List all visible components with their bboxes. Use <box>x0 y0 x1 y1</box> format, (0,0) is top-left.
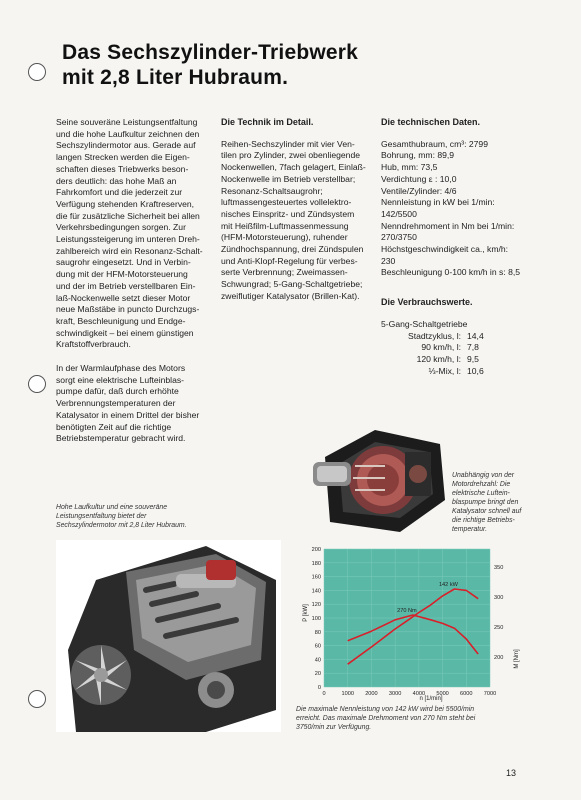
chart-x-axis-label: n [1/min] <box>419 696 443 702</box>
chart-left-tick-label: 0 <box>317 685 321 691</box>
technik-body: Reihen-Sechszylinder mit vier Ven- tilen pro Zylinder, zwei obenliegende Nockenwellen, 7fach gelagert, Einlaß- Nockenwelle im Betrieb verstellbar; Resonanz-Schaltsaugrohr; luftmassengesteuertes vollelektro- nisches Einspritz- und Zündsystem mit Heißfilm-Luftmassenmessung (HFM-Motorsteuerung), ruhender Zündhochspannung, drei Zündspulen und Anti-Klopf-Regelung für verbes- serte Verbrennung; Zweimassen- Schwungrad; 5-Gang-Schaltgetriebe; zweiflutiger Katalysator (Brillen-Kat). <box>221 138 366 301</box>
chart-x-tick-label: 5000 <box>436 691 449 697</box>
consumption-row <box>381 354 541 366</box>
binder-hole-bottom <box>28 690 46 708</box>
chart-x-tick-label: 7000 <box>483 691 497 697</box>
chart-left-tick-label: 20 <box>314 671 321 678</box>
chart-caption: Die maximale Nennleistung von 142 kW wird bei 5500/min erreicht. Das maximale Drehmoment von 270 Nm steht bei 3750/min zur Verfügung. <box>296 706 476 731</box>
power-torque-chart <box>296 541 527 702</box>
binder-hole-top <box>28 63 46 81</box>
consumption-value: 10,6 <box>467 365 484 376</box>
specs-body: Gesamthubraum, cm³: 2799 Bohrung, mm: 89,9 Hub, mm: 73,5 Verdichtung ε : 10,0 Ventile/Zylinder: 4/6 Nennleistung in kW bei 1/min: 142/5500 Nenndrehmoment in Nm bei 1/min: 270/3750 Höchstgeschwindigkeit ca., km/h: 230 Beschleunigung 0-100 km/h in s: 8,5 <box>381 138 521 278</box>
chart-right-tick-label: 300 <box>494 595 504 601</box>
consumption-label: 90 km/h, l: <box>421 342 461 353</box>
binder-hole-middle <box>28 375 46 393</box>
chart-right-tick-label: 350 <box>494 565 504 571</box>
chart-left-tick-label: 100 <box>311 616 321 622</box>
consumption-table <box>381 331 541 378</box>
chart-x-tick-label: 2000 <box>365 691 378 697</box>
page-number: 13 <box>506 768 517 778</box>
chart-power-label: 142 kW <box>438 582 458 589</box>
technik-heading: Die Technik im Detail. <box>221 117 314 127</box>
specs-column <box>381 117 541 377</box>
chart-left-tick-label: 120 <box>311 602 321 609</box>
chart-torque-label: 270 Nm <box>397 608 417 614</box>
consumption-value: 14,4 <box>467 330 484 341</box>
consumption-value: 7,8 <box>467 342 479 353</box>
engine-photo <box>56 540 281 732</box>
consumption-row <box>381 366 541 378</box>
chart-right-axis-label: M [Nm] <box>514 649 520 669</box>
chart-x-tick-label: 3000 <box>388 691 402 697</box>
chart-left-axis-label: P [kW] <box>303 604 309 622</box>
engine-caption: Hohe Laufkultur und eine souveräne Leistungsentfaltung bietet der Sechszylindermotor mit 2,8 Liter Hubraum. <box>56 504 187 529</box>
chart-left-tick-label: 140 <box>311 588 321 595</box>
consumption-label: 120 km/h, l: <box>416 353 461 364</box>
chart-x-tick-label: 1000 <box>341 691 354 697</box>
chart-x-tick-label: 0 <box>322 691 326 697</box>
chart-x-tick-label: 6000 <box>460 691 473 697</box>
chart-right-tick-label: 250 <box>494 625 504 631</box>
chart-right-tick-label: 200 <box>494 655 504 661</box>
air-pump-caption: Unabhängig von der Motordrehzahl: Die elektrische Luftein- blaspumpe bringt den Katalysator schnell auf die richtige Betriebs- temperatur. <box>452 472 522 533</box>
consumption-label: Stadtzyklus, l: <box>407 330 461 341</box>
intro-paragraph-2: In der Warmlaufphase des Motors sorgt eine elektrische Lufteinblas- pumpe dafür, daß durch erhöhte Verbrennungstemperaturen der Katalysator in einem Drittel der bisher benötigten Zeit auf die richtige Betriebstemperatur gebracht wird. <box>56 363 200 444</box>
page-title: Das Sechszylinder-Triebwerk mit 2,8 Liter Hubraum. <box>62 41 359 89</box>
chart-left-tick-label: 180 <box>311 560 321 567</box>
consumption-label: ⅓-Mix, l: <box>428 365 461 376</box>
chart-left-tick-label: 200 <box>311 547 321 553</box>
chart-left-tick-label: 80 <box>314 629 321 636</box>
chart-left-tick-label: 40 <box>314 657 321 664</box>
chart-left-tick-label: 160 <box>311 574 321 581</box>
consumption-row <box>381 331 541 343</box>
consumption-value: 9,5 <box>467 353 479 364</box>
technik-column <box>221 117 371 303</box>
consumption-heading: Die Verbrauchswerte. <box>381 297 473 308</box>
intro-paragraph-1: Seine souveräne Leistungsentfaltung und die hohe Laufkultur zeichnen den Sechszylindermotor aus. Gerade auf langen Strecken werden die Eigen- schaften dieses Triebwerks beson- ders deutlich: das hohe Maß an Fahrkomfort und die jederzeit zur Verfügung stehenden Kraftreserven, die für zusätzliche Sicherheit bei allen Verkehrsbedingungen sorgen. Zur Leistungssteigerung im unteren Dreh- zahlbereich wird ein Resonanz-Schalt- saugrohr eingesetzt. Und in Verbin- dung mit der HFM-Motorsteuerung und der im Betrieb verstellbaren Ein- laß-Nockenwelle setzt dieser Motor neue Maßstäbe in puncto Durchzugs- kraft, Beschleunigung und Endge- schwindigkeit – bei einem günstigen Kraftstoffverbrauch. <box>56 117 203 350</box>
consumption-transmission: 5-Gang-Schaltgetriebe <box>381 318 468 329</box>
chart-left-tick-label: 60 <box>314 643 321 650</box>
specs-heading: Die technischen Daten. <box>381 117 481 127</box>
intro-column <box>56 117 216 445</box>
chart-x-tick-label: 4000 <box>412 691 426 697</box>
air-pump-photo <box>305 422 450 537</box>
consumption-row <box>381 342 541 354</box>
